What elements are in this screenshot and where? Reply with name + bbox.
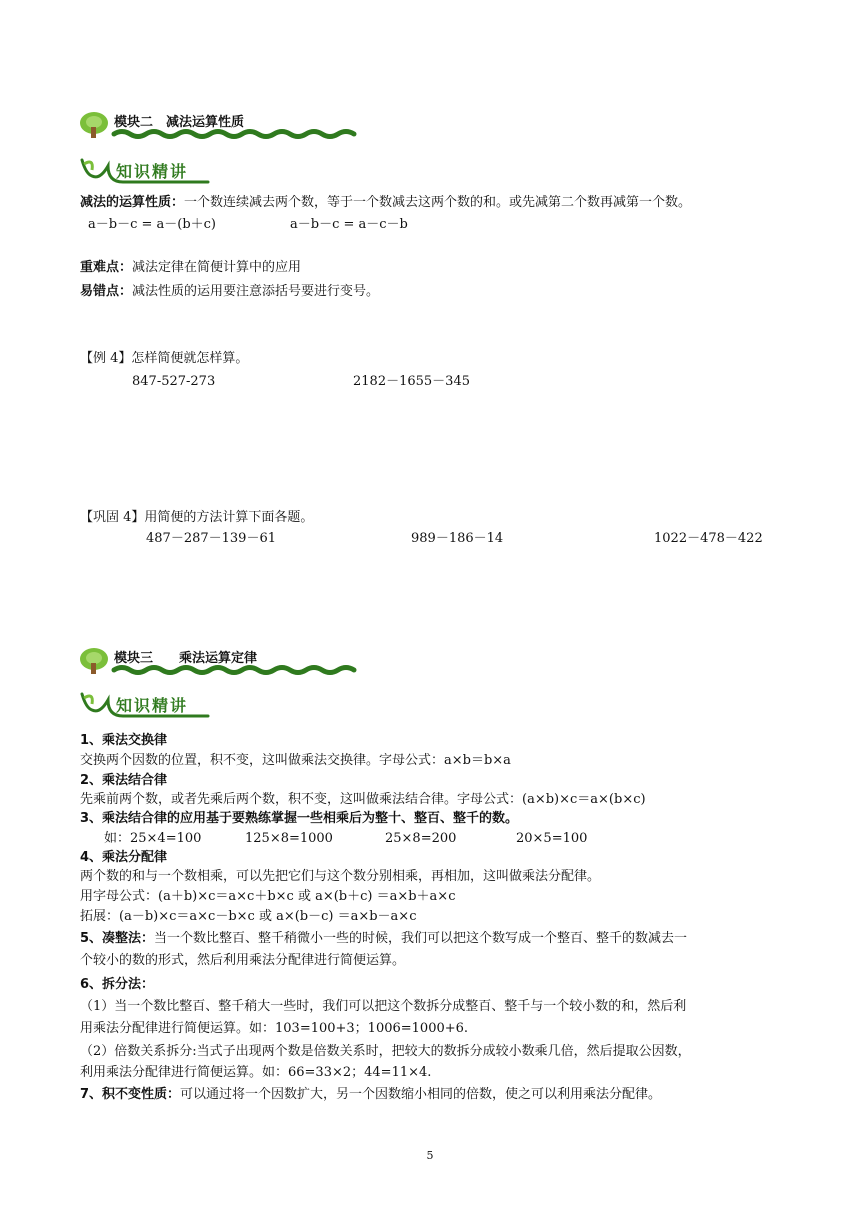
module-header-2 (78, 110, 368, 142)
item-7-label: 7、积不变性质： (80, 1087, 181, 1102)
practice-label: 【巩固 4】 (80, 510, 145, 525)
error-text: 减法性质的运用要注意添括号要进行变号。 (132, 284, 380, 299)
key-point (80, 259, 301, 277)
property-text: 一个数连续减去两个数，等于一个数减去这两个数的和。或先减第二个数再减第一个数。 (184, 195, 692, 210)
item-3-example: 25×8=200 (385, 831, 457, 846)
item-4-title: 4、乘法分配律 (80, 850, 168, 865)
knowledge-header (78, 156, 218, 186)
item-3-example: 125×8=1000 (245, 831, 333, 846)
knowledge-header (78, 690, 218, 720)
page-number: 5 (426, 1149, 434, 1162)
item-6-title: 6、拆分法： (80, 977, 155, 992)
key-text: 减法定律在简便计算中的应用 (132, 260, 302, 275)
practice-question-1: 487－287－139－61 (146, 531, 276, 546)
item-4-extension: 拓展：(a－b)×c＝a×c－b×c 或 a×(b－c) ＝a×b－a×c (80, 909, 417, 924)
item-6-part-2: （2）倍数关系拆分:当式子出现两个数是倍数关系时，把较大的数拆分成较小数乘几倍，然后提取公因数， (80, 1044, 691, 1059)
item-1-title: 1、乘法交换律 (80, 733, 168, 748)
item-3-title: 3、乘法结合律的应用基于要熟练掌握一些相乘后为整十、整百、整千的数。 (80, 811, 519, 826)
formula-2: a－b－c = a－c－b (290, 217, 408, 232)
item-1-text: 交换两个因数的位置，积不变，这叫做乘法交换律。字母公式：a×b＝b×a (80, 753, 511, 768)
item-3-example: 如：25×4=100 (104, 831, 202, 846)
item-7-text: 可以通过将一个因数扩大，另一个因数缩小相同的倍数，使之可以利用乘法分配律。 (180, 1087, 662, 1102)
item-6-part-2-cont: 利用乘法分配律进行简便运算。如：66=33×2；44=11×4. (80, 1065, 432, 1080)
practice-4 (80, 509, 313, 527)
item-5-text-cont: 个较小的数的形式，然后利用乘法分配律进行简便运算。 (80, 953, 406, 968)
example-4 (80, 350, 248, 368)
module-title: 模块三 乘法运算定律 (114, 651, 258, 666)
example-question-1: 847-527-273 (132, 374, 216, 389)
practice-question-2: 989－186－14 (411, 531, 504, 546)
item-7 (80, 1086, 661, 1104)
module-header-3 (78, 646, 368, 678)
example-text: 怎样简便就怎样算。 (131, 351, 249, 366)
item-6-part-1-cont: 用乘法分配律进行简便运算。如：103=100+3；1006=1000+6. (80, 1021, 469, 1036)
item-3-example: 20×5=100 (516, 831, 588, 846)
example-question-2: 2182－1655－345 (353, 374, 470, 389)
error-point (80, 283, 379, 301)
item-2-title: 2、乘法结合律 (80, 773, 168, 788)
item-6-part-1: （1）当一个数比整百、整千稍大一些时，我们可以把这个数拆分成整百、整千与一个较小数的和，然后利 (80, 999, 687, 1014)
practice-text: 用简便的方法计算下面各题。 (144, 510, 314, 525)
section-label: 知识精讲 (116, 696, 189, 715)
module-title: 模块二 减法运算性质 (114, 115, 245, 130)
key-label: 重难点： (80, 260, 133, 275)
item-4-text: 两个数的和与一个数相乘，可以先把它们与这个数分别相乘，再相加，这叫做乘法分配律。 (80, 869, 601, 884)
subtraction-property (80, 194, 691, 212)
item-5-label: 5、凑整法： (80, 931, 155, 946)
example-label: 【例 4】 (80, 351, 132, 366)
property-label: 减法的运算性质： (80, 195, 185, 210)
practice-question-3: 1022－478－422 (654, 531, 763, 546)
item-4-formula: 用字母公式：(a＋b)×c＝a×c＋b×c 或 a×(b＋c) ＝a×b＋a×c (80, 889, 456, 904)
item-5-text: 当一个数比整百、整千稍微小一些的时候，我们可以把这个数写成一个整百、整千的数减去一 (154, 931, 688, 946)
item-5 (80, 930, 687, 948)
formula-1: a－b－c = a－(b＋c) (88, 217, 217, 232)
section-label: 知识精讲 (116, 162, 189, 181)
item-2-text: 先乘前两个数，或者先乘后两个数，积不变，这叫做乘法结合律。字母公式：(a×b)×c＝a×(b×c) (80, 792, 646, 807)
error-label: 易错点： (80, 284, 133, 299)
